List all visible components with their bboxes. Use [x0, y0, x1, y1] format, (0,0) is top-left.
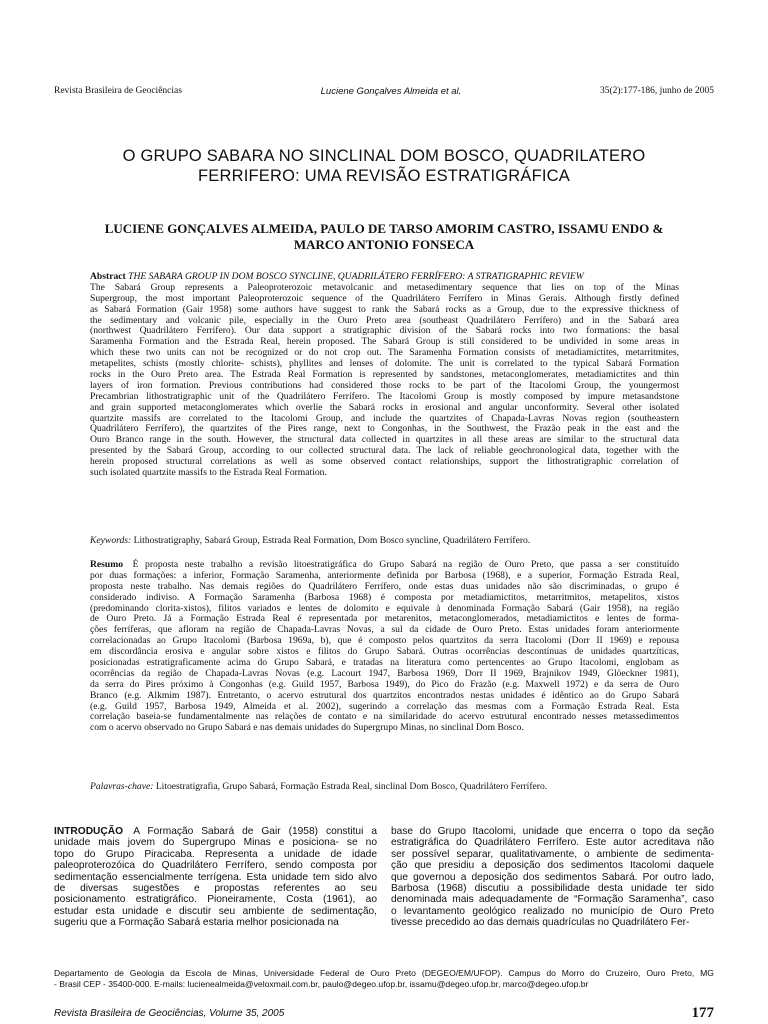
resumo-line: correlação baseia-se fundamentalmente nas relações de contato e na similaridade do acervo estrutural encontrado nesses metassedimentos: [90, 711, 679, 723]
abstract-line: The Sabará Group represents a Paleoproterozoic metavolcanic and metasedimentary sequence that lies on top of the Minas: [90, 281, 679, 293]
footer-journal: Revista Brasileira de Geociências, Volume 35, 2005: [54, 1007, 285, 1019]
abstract-title: THE SABARA GROUP IN DOM BOSCO SYNCLINE, QUADRILÁTERO FERRÍFERO: A STRATIGRAPHIC REVIEW: [128, 271, 584, 282]
palavras-chave-label: Palavras-chave:: [90, 781, 154, 792]
abstract-line: metapelites, schists (mostly chlorite- schists), phyllites and lenses of dolomite. The unit is correlated to the typical Sabará Formation: [90, 358, 679, 370]
resumo-line: com o acervo observado no Grupo Sabará e nas demais unidades do Supergrupo Minas, no sinclinal Dom Bosco.: [90, 722, 524, 734]
abstract-line: and grain supported metaconglomerates which overlie the Sabará rocks in erosional and angular unconformity. Several other isolated: [90, 401, 679, 413]
intro-line-text: A Formação Sabará de Gair (1958) constitui a: [133, 826, 377, 837]
abstract-section: [90, 272, 679, 479]
abstract-line: presented by the Sabará Group, according to our collected structural data. The lack of reliable geochronological data, together with the: [90, 445, 679, 457]
intro-line: Barbosa (1968) discutiu a possibilidade desta unidade ter sido: [391, 882, 714, 894]
intro-line: paleoproterozóica do Quadrilátero Ferrífero, sendo composta por: [54, 860, 377, 872]
intro-line: topo do Grupo Piracicaba. Representa a unidade de idade: [54, 848, 377, 860]
author-list: [60, 221, 708, 253]
resumo-line: considerado indiviso. A Formação Saramenha (Barbosa 1968) é composta por metadiamictitos, metarritmitos, metapelitos, xistos: [90, 591, 679, 603]
abstract-line: Ouro Branco range in the south. However, the structural data collected in quartzites in all these areas are similar to the structural data: [90, 434, 679, 446]
intro-line: estudar esta unidade e discutir seu ambiente de sedimentação,: [54, 905, 377, 917]
palavras-chave-section: [90, 781, 679, 792]
resumo-line: proposta neste trabalho. Nas demais regiões do Quadrilátero Ferrífero, onde estas duas unidades não são discriminadas, o grupo é: [90, 580, 679, 592]
intro-line: ção que presidiu a deposição dos sedimentos Itacolomi daquele: [391, 860, 714, 872]
resumo-line: ocorrências da região de Chapada-Lavras Novas (e.g. Lacourt 1947, Barbosa 1969, Dorr II 1969, Brajnikov 1949, Glöeckner 1981),: [90, 667, 679, 679]
abstract-line: Quadrilátero Ferrífero), the quartzites of the Pires range, next to Congonhas, in the Southwest, the Frazão peak in the east and the: [90, 423, 679, 435]
intro-line: posicionamento estratigráfico. Pioneiramente, Costa (1961), ao: [54, 894, 377, 906]
header-volume: 35(2):177-186, junho de 2005: [600, 86, 714, 96]
authors-line: MARCO ANTONIO FONSECA: [293, 237, 475, 252]
footnote-line: - Brasil CEP - 35400-000. E-mails: lucienealmeida@veloxmail.com.br, paulo@degeo.ufop.br, issamu@degeo.ufop.br, marco@degeo.ufop.br: [54, 978, 589, 989]
header-authors: Luciene Gonçalves Almeida et al.: [320, 85, 462, 97]
keywords-label: Keywords:: [90, 535, 132, 546]
intro-line: [54, 826, 377, 837]
keywords-text: Lithostratigraphy, Sabará Group, Estrada Real Formation, Dom Bosco syncline, Quadrilátero Ferrífero.: [133, 535, 531, 546]
resumo-line: (predominando clorita-xistos), filitos variados e lentes de dolomito e equivale à denominada Formação Sabará (Gair 1958), na região: [90, 602, 679, 614]
resumo-line: posicionadas estratigraficamente acima do Grupo Sabará, e tratadas na literatura como pertencentes ao Grupo Itacolomi, englobam as: [90, 657, 679, 669]
intro-line: tivesse precedido ao das demais quadrículas no Quadrilátero Fer-: [391, 917, 690, 929]
page-number: 177: [691, 1004, 714, 1021]
resumo-line: ções ferríferas, que afloram na região de Chapada-Lavras Novas, a sul da cidade de Ouro Preto. Estas unidades foram anteriormente: [90, 624, 679, 636]
resumo-line: por duas formações: a inferior, Formação Saramenha, anteriormente definida por Barbosa (1968), e a superior, Formação Estrada Real,: [90, 569, 679, 581]
intro-right-body: [391, 826, 714, 929]
resumo-body: [90, 560, 679, 734]
intro-line: estratigráfica do Quadrilátero Ferrífero. Este autor acreditava não: [391, 837, 714, 849]
abstract-line: which these two units can not be recognized or do not crop out. The Saramenha Formation consists of metadiamictites, metarritmites,: [90, 347, 679, 359]
abstract-body: [90, 283, 679, 479]
paper-title: [60, 146, 708, 186]
abstract-line: such isolated quartzite massifs to the Estrada Real Formation.: [90, 467, 327, 479]
intro-line: unidade mais jovem do Supergrupo Minas e posiciona- se no: [54, 837, 377, 849]
intro-line: base do Grupo Itacolomi, unidade que encerra o topo da seção: [391, 826, 714, 837]
title-line: O GRUPO SABARA NO SINCLINAL DOM BOSCO, QUADRILATERO: [122, 147, 646, 165]
footnote-line: Departamento de Geologia da Escola de Minas, Universidade Federal de Ouro Preto (DEGEO/EM/UFOP). Campus do Morro do Cruzeiro, Ouro Preto, MG: [54, 968, 714, 978]
abstract-line: rocks in the Ouro Preto area. The Estrada Real Formation is represented by sandstones, metaconglomerates, metadiamictites and thin: [90, 369, 679, 381]
resumo-line: em discordância erosiva e angular sobre xistos e filitos do Grupo Sabará. Outras ocorrências descontínuas de unidades quartzíticas,: [90, 646, 679, 658]
abstract-line: as Sabará Formation (Gair 1958) some authors have suggest to rank the Sabará rocks as a Group, due to the expressive thickness of: [90, 303, 679, 315]
abstract-line: Supergroup, the most important Paleoproterozoic sequence of the Quadrilátero Ferrífero in Minas Gerais. Although firstly defined: [90, 292, 679, 304]
intro-line: denominada mais adequadamente de “Formação Saramenha”, caso: [391, 894, 714, 906]
abstract-line: quartzite massifs are correlated to the Itacolomi Group, and include the quartzites of Chapada-Lavras Novas region (southeastern: [90, 412, 679, 424]
intro-right-column: [391, 826, 714, 929]
abstract-line: Precambrian lithostratigraphic unit of the Quadrilátero Ferrífero. The Itacolomi Group is mostly composed by impure metasandstone: [90, 390, 679, 402]
intro-heading: INTRODUÇÃO: [54, 826, 124, 837]
affiliation-footnote: [54, 968, 714, 989]
intro-line: o levantamento geológico realizado no município de Ouro Preto: [391, 905, 714, 917]
abstract-line: herein proposed structural correlations as well as some observed contact relationships, support the lithostratigraphic correlation of: [90, 456, 679, 468]
intro-line: de diversas sugestões e propostas referentes ao seu: [54, 882, 377, 894]
intro-line: ser possível separar, qualitativamente, o ambiente de sedimenta-: [391, 848, 714, 860]
keywords-section: [90, 535, 679, 546]
intro-left-body: [54, 826, 377, 929]
intro-line: sedimentação essencialmente terrígena. Esta unidade tem sido alvo: [54, 871, 377, 883]
abstract-line: (northwest Quadrilátero Ferrífero). Our data support a stratigraphic division of the Sabará rocks into two formations: the basal: [90, 325, 679, 337]
title-line: FERRIFERO: UMA REVISÃO ESTRATIGRÁFICA: [198, 167, 570, 185]
abstract-line: layers of iron formation. Previous contributions had considered those rocks to be part of the Itacolomi Group, the youngermost: [90, 379, 679, 391]
intro-line: sugeriu que a Formação Sabará estaria melhor posicionada na: [54, 917, 339, 929]
resumo-line: Branco (e.g. Alkmim 1987). Entretanto, o acervo estrutural dos quartzitos encontrados nestas unidades é idêntico ao do Grupo Sabará: [90, 689, 679, 701]
abstract-line: Saramenha Formation and the Estrada Real, herein proposed. The Sabará Group is still considered to be undivided in some areas in: [90, 336, 679, 348]
running-header: [54, 84, 714, 98]
abstract-label: Abstract: [90, 271, 126, 282]
abstract-line: the sedimentary and volcanic pile, especially in the Ouro Preto area (southeast Quadrilátero Ferrífero) and in the Sabará area: [90, 314, 679, 326]
authors-line: LUCIENE GONÇALVES ALMEIDA, PAULO DE TARSO AMORIM CASTRO, ISSAMU ENDO &: [104, 221, 664, 236]
resumo-line: correlacionadas ao Grupo Itacolomi (Barbosa 1969a, b), que é composto pelos quartzitos da serra Itacolomi (Dorr II 1969) e repousa: [90, 635, 679, 647]
header-journal: Revista Brasileira de Geociências: [54, 86, 182, 96]
resumo-line-text: É proposta neste trabalho a revisão litoestratigráfica do Grupo Sabará na região de Ouro Preto, que passa a ser constituído: [132, 559, 679, 570]
resumo-line: da serra do Pires próximo à Congonhas (e.g. Guild 1957, Barbosa 1949), do Pico do Frazão (e.g. Maxwell 1972) e da serra de Ouro: [90, 678, 679, 690]
running-footer: [54, 1006, 714, 1020]
resumo-label: Resumo: [90, 559, 124, 570]
resumo-line: (e.g. Guild 1957, Barbosa 1949, Almeida et al. 2002), sugerindo a correlação das mesmas com a Formação Estrada Real. Esta: [90, 700, 679, 712]
intro-left-column: [54, 826, 377, 929]
intro-line: que governou a deposição dos sedimentos Sabará. Por outro lado,: [391, 871, 714, 883]
resumo-line: de Ouro Preto. Já a Formação Estrada Real é representada por metarenitos, metaconglomerados, metadiamictitos e lentes de forma-: [90, 613, 679, 625]
resumo-section: [90, 560, 679, 734]
palavras-chave-text: Litoestratigrafia, Grupo Sabará, Formação Estrada Real, sinclinal Dom Bosco, Quadrilátero Ferrífero.: [155, 781, 548, 792]
